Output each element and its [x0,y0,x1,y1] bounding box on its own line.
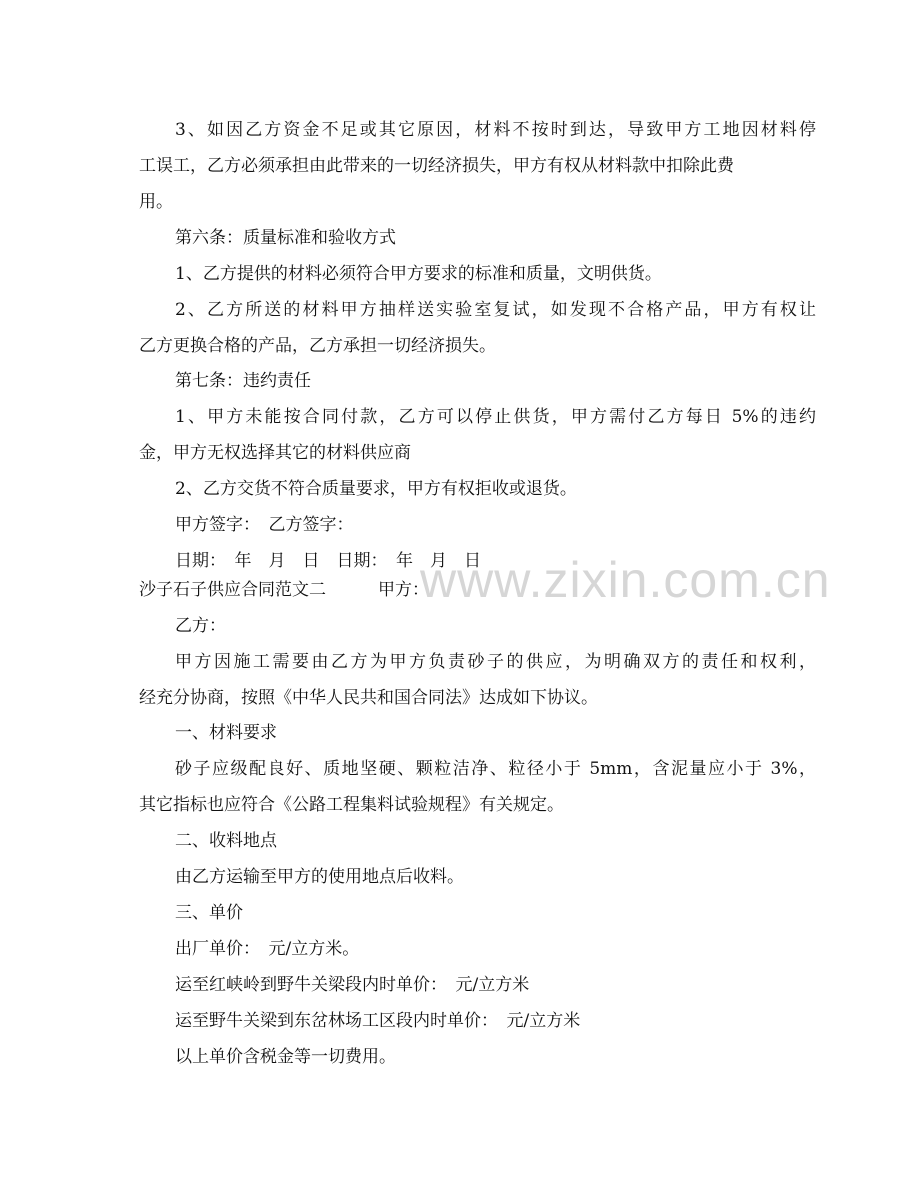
date-line: 日期： 年 月 日 日期： 年 月 日 [175,551,481,571]
article-7-heading: 第七条：违约责任 [175,371,311,391]
article-7-item-2: 2、乙方交货不符合质量要求，甲方有权拒收或退货。 [175,479,577,499]
contract-title-row [139,579,429,601]
article-6-heading: 第六条：质量标准和验收方式 [175,228,396,248]
preamble-line-1: 甲方因施工需要由乙方为甲方负责砂子的供应，为明确双方的责任和权利， [175,652,816,672]
section-2-line-1: 由乙方运输至甲方的使用地点后收料。 [175,867,464,887]
clause-3-line-3: 用。 [139,192,173,212]
watermark: www.zixin.com.cn [420,552,831,608]
contract-title: 沙子石子供应合同范文二 [139,580,326,600]
clause-3-line-2: 工误工，乙方必须承担由此带来的一切经济损失，甲方有权从材料款中扣除此费 [139,156,734,176]
section-2-heading: 二、收料地点 [175,831,277,851]
article-6-item-1: 1、乙方提供的材料必须符合甲方要求的标准和质量，文明供货。 [175,264,662,284]
preamble-line-2: 经充分协商，按照《中华人民共和国合同法》达成如下协议。 [139,688,598,708]
price-ex-factory: 出厂单价： 元/立方米。 [175,939,360,959]
article-6-item-2-line-2: 乙方更换合格的产品，乙方承担一切经济损失。 [139,336,496,356]
price-segment-1: 运至红峡岭到野牛关梁段内时单价： 元/立方米 [175,975,530,995]
price-segment-2: 运至野牛关梁到东岔林场工区段内时单价： 元/立方米 [175,1011,581,1031]
article-6-item-2-line-1: 2、乙方所送的材料甲方抽样送实验室复试，如发现不合格产品，甲方有权让 [175,300,816,320]
article-7-item-1-line-1: 1、甲方未能按合同付款，乙方可以停止供货，甲方需付乙方每日 5%的违约 [175,407,816,427]
party-b-label: 乙方： [175,616,226,636]
section-1-line-1: 砂子应级配良好、质地坚硬、颗粒洁净、粒径小于 5mm，含泥量应小于 3%， [175,759,816,779]
clause-3-line-1: 3、如因乙方资金不足或其它原因，材料不按时到达，导致甲方工地因材料停 [175,120,816,140]
price-note: 以上单价含税金等一切费用。 [175,1047,396,1067]
article-7-item-1-line-2: 金，甲方无权选择其它的材料供应商 [139,443,411,463]
section-1-line-2: 其它指标也应符合《公路工程集料试验规程》有关规定。 [139,795,564,815]
signature-line: 甲方签字： 乙方签字： [175,515,354,535]
party-a-label: 甲方： [378,580,429,600]
section-3-heading: 三、单价 [175,903,243,923]
section-1-heading: 一、材料要求 [175,723,277,743]
